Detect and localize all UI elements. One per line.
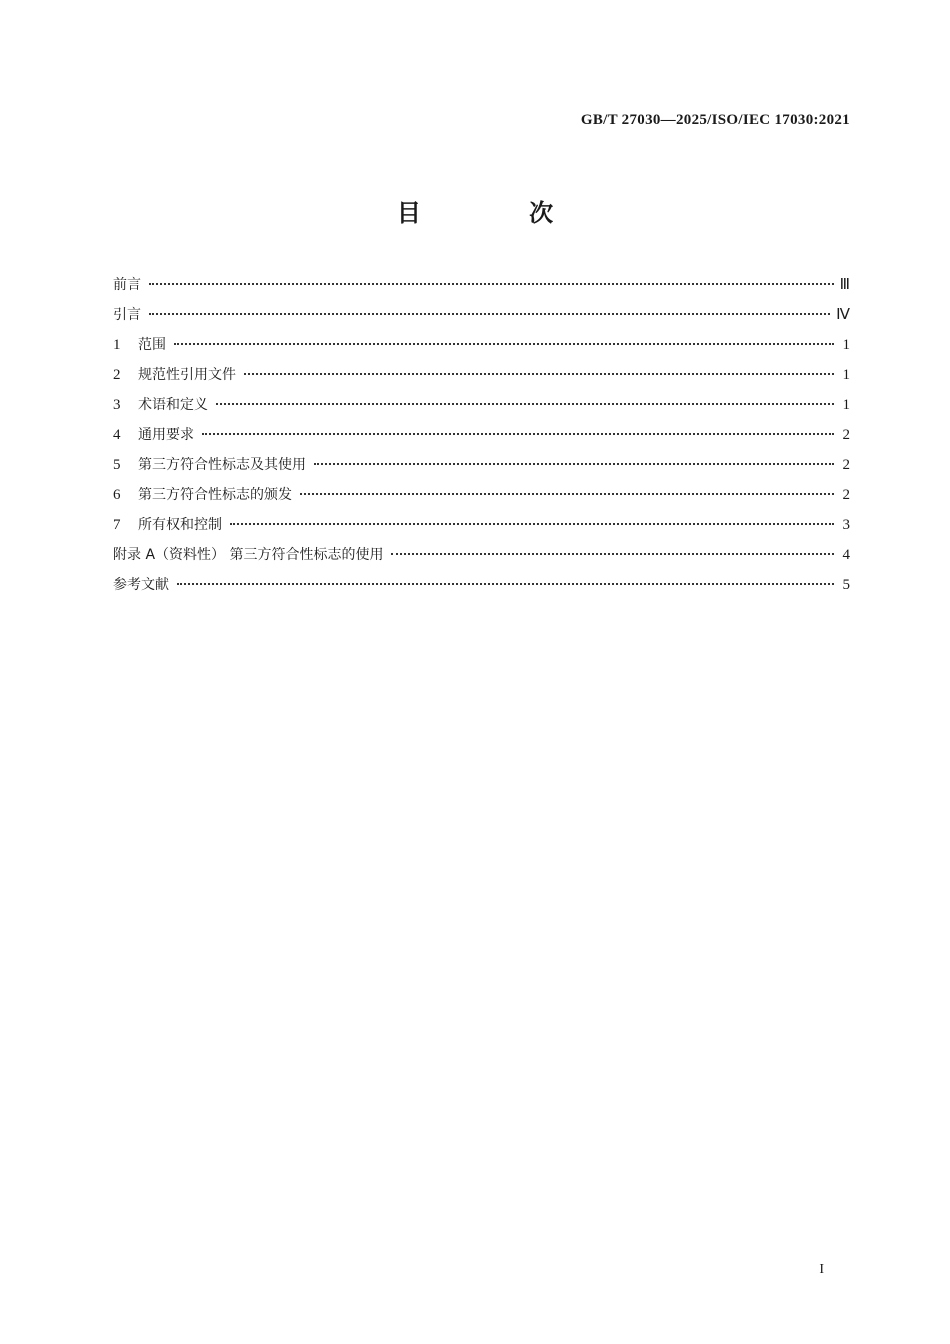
toc-entry-number: 5	[113, 457, 121, 473]
toc-entry-page: 2	[842, 427, 850, 443]
toc-entry-scope[interactable]	[113, 334, 850, 364]
toc-entry-bibliography[interactable]	[113, 574, 850, 604]
toc-entry-ownership-control[interactable]	[113, 514, 850, 544]
toc-entry-label: 范围	[138, 337, 166, 353]
toc-entry-label: 规范性引用文件	[138, 367, 236, 383]
table-of-contents	[113, 274, 850, 604]
toc-entry-label: 第三方符合性标志的颁发	[138, 487, 292, 503]
toc-leader-dots	[216, 403, 834, 405]
toc-leader-dots	[177, 583, 834, 585]
toc-entry-page: 2	[842, 457, 850, 473]
toc-entry-normative-references[interactable]	[113, 364, 850, 394]
toc-entry-number: 3	[113, 397, 121, 413]
toc-entry-page: 4	[842, 547, 850, 563]
toc-entry-number: 6	[113, 487, 121, 503]
toc-entry-issuing-marks[interactable]	[113, 484, 850, 514]
toc-entry-general-requirements[interactable]	[113, 424, 850, 454]
toc-leader-dots	[202, 433, 834, 435]
toc-leader-dots	[314, 463, 834, 465]
toc-entry-page: Ⅳ	[836, 307, 850, 323]
toc-entry-page: 1	[842, 367, 850, 383]
toc-entry-number: 2	[113, 367, 121, 383]
toc-entry-label: 所有权和控制	[138, 517, 222, 533]
toc-entry-label: 参考文献	[113, 577, 169, 593]
toc-entry-introduction[interactable]	[113, 304, 850, 334]
page-number: I	[819, 1262, 824, 1277]
toc-entry-page: 5	[842, 577, 850, 593]
toc-entry-page: 3	[842, 517, 850, 533]
toc-entry-label: 附录 A（资料性） 第三方符合性标志的使用	[113, 547, 384, 563]
toc-entry-marks-and-use[interactable]	[113, 454, 850, 484]
toc-leader-dots	[149, 283, 834, 285]
toc-leader-dots	[300, 493, 834, 495]
toc-entry-foreword[interactable]	[113, 274, 850, 304]
toc-entry-annex-a[interactable]	[113, 544, 850, 574]
toc-leader-dots	[391, 553, 834, 555]
toc-entry-number: 7	[113, 517, 121, 533]
toc-entry-page: 1	[842, 397, 850, 413]
toc-entry-label: 第三方符合性标志及其使用	[138, 457, 306, 473]
toc-entry-label: 前言	[113, 277, 141, 293]
toc-entry-label: 通用要求	[138, 427, 194, 443]
toc-entry-label: 引言	[113, 307, 141, 323]
toc-leader-dots	[244, 373, 834, 375]
toc-entry-page: Ⅲ	[839, 277, 850, 293]
toc-entry-number: 4	[113, 427, 121, 443]
toc-leader-dots	[149, 313, 830, 315]
standard-code: GB/T 27030—2025/ISO/IEC 17030:2021	[580, 112, 850, 128]
toc-entry-page: 2	[842, 487, 850, 503]
page-title: 目 次	[396, 199, 604, 227]
toc-entry-terms-definitions[interactable]	[113, 394, 850, 424]
toc-entry-label: 术语和定义	[138, 397, 208, 413]
toc-leader-dots	[174, 343, 834, 345]
toc-entry-page: 1	[842, 337, 850, 353]
toc-entry-number: 1	[113, 337, 121, 353]
toc-leader-dots	[230, 523, 834, 525]
